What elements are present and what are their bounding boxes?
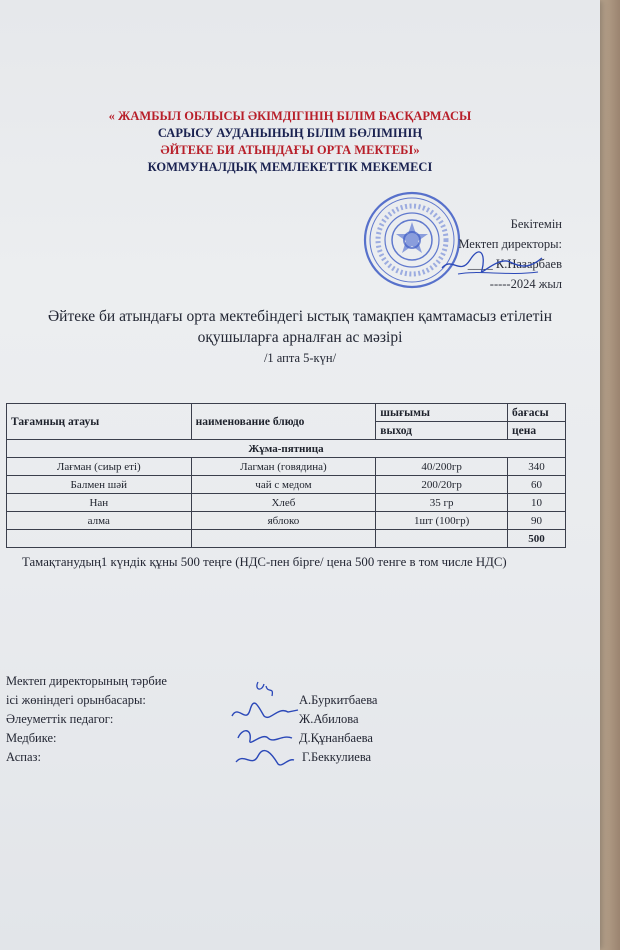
- header-line-1: « ЖАМБЫЛ ОБЛЫСЫ ӘКІМДІГІНІҢ БІЛІМ БАСҚАРМАСЫ: [108, 109, 472, 123]
- staff-role: Аспаз:: [6, 750, 41, 764]
- header-line-3: ӘЙТЕКЕ БИ АТЫНДАҒЫ ОРТА МЕКТЕБІ»: [160, 143, 420, 157]
- total-empty-cell: [191, 530, 376, 548]
- approval-name: ____ К.Назарбаев: [467, 257, 562, 271]
- header-line-2: САРЫСУ АУДАНЫНЫҢ БІЛІМ БӨЛІМІНІҢ: [157, 126, 423, 140]
- header-dish-kz: Тағамның атауы: [7, 404, 192, 440]
- dish-kz-cell: Лағман (сиыр еті): [7, 458, 192, 476]
- staff-row: [6, 710, 426, 729]
- staff-role: Мектеп директорының тәрбие: [6, 674, 167, 688]
- staff-role: ісі жөніндегі орынбасары:: [6, 693, 146, 707]
- dish-kz-cell: Балмен шәй: [7, 476, 192, 494]
- dish-kz-cell: алма: [7, 512, 192, 530]
- menu-week-day: /1 апта 5-күн/: [263, 351, 337, 365]
- staff-role: Медбике:: [6, 731, 57, 745]
- day-label: Жұма-пятница: [7, 440, 566, 458]
- daily-cost-note: Тамақтанудың1 күндік құны 500 теңге (НДС-пен бірге/ цена 500 тенге в том числе НДС): [22, 555, 507, 569]
- yield-cell: 1шт (100гр): [376, 512, 508, 530]
- staff-row: [6, 691, 426, 710]
- price-cell: 340: [508, 458, 566, 476]
- header-yield-ru: выход: [376, 422, 508, 440]
- menu-title-line-2: оқушыларға арналған ас мәзірі: [197, 329, 403, 346]
- total-row: [7, 530, 566, 548]
- staff-name: А.Буркитбаева: [299, 693, 378, 707]
- total-empty-cell: [7, 530, 192, 548]
- table-row: [7, 494, 566, 512]
- dish-ru-cell: чай с медом: [191, 476, 376, 494]
- price-cell: 60: [508, 476, 566, 494]
- staff-role: Әлеуметтік педагог:: [6, 712, 114, 726]
- header-yield-kz: шығымы: [376, 404, 508, 422]
- table-row: [7, 476, 566, 494]
- total-empty-cell: [376, 530, 508, 548]
- staff-row: [6, 729, 426, 748]
- approval-date: -----2024 жыл: [489, 277, 562, 291]
- organization-header: [40, 108, 540, 176]
- menu-table: [6, 403, 566, 548]
- staff-name: Г.Беккулиева: [302, 750, 372, 764]
- header-dish-ru: наименование блюдо: [191, 404, 376, 440]
- price-cell: 10: [508, 494, 566, 512]
- price-cell: 90: [508, 512, 566, 530]
- staff-row: [6, 672, 426, 691]
- staff-row: [6, 748, 426, 767]
- approval-position: Мектеп директоры:: [458, 237, 562, 251]
- table-row: [7, 512, 566, 530]
- header-price-kz: бағасы: [508, 404, 566, 422]
- header-price-ru: цена: [508, 422, 566, 440]
- table-header-row: [7, 404, 566, 422]
- approval-label: Бекітемін: [510, 217, 562, 231]
- menu-title-line-1: Әйтеке би атындағы орта мектебіндегі ыстық тамақпен қамтамасыз етілетін: [47, 308, 552, 325]
- staff-list: [6, 672, 426, 767]
- director-signature-icon: [438, 246, 548, 282]
- staff-signatures-icon: [228, 676, 308, 776]
- dish-ru-cell: Лагман (говядина): [191, 458, 376, 476]
- staff-name: Д.Құнанбаева: [299, 731, 373, 745]
- yield-cell: 200/20гр: [376, 476, 508, 494]
- header-line-4: КОММУНАЛДЫҚ МЕМЛЕКЕТТІК МЕКЕМЕСІ: [147, 160, 433, 174]
- yield-cell: 35 гр: [376, 494, 508, 512]
- menu-title: [0, 306, 600, 369]
- total-price-cell: 500: [508, 530, 566, 548]
- yield-cell: 40/200гр: [376, 458, 508, 476]
- day-row: [7, 440, 566, 458]
- dish-kz-cell: Нан: [7, 494, 192, 512]
- table-row: [7, 458, 566, 476]
- dish-ru-cell: Хлеб: [191, 494, 376, 512]
- staff-name: Ж.Абилова: [299, 712, 359, 726]
- dish-ru-cell: яблоко: [191, 512, 376, 530]
